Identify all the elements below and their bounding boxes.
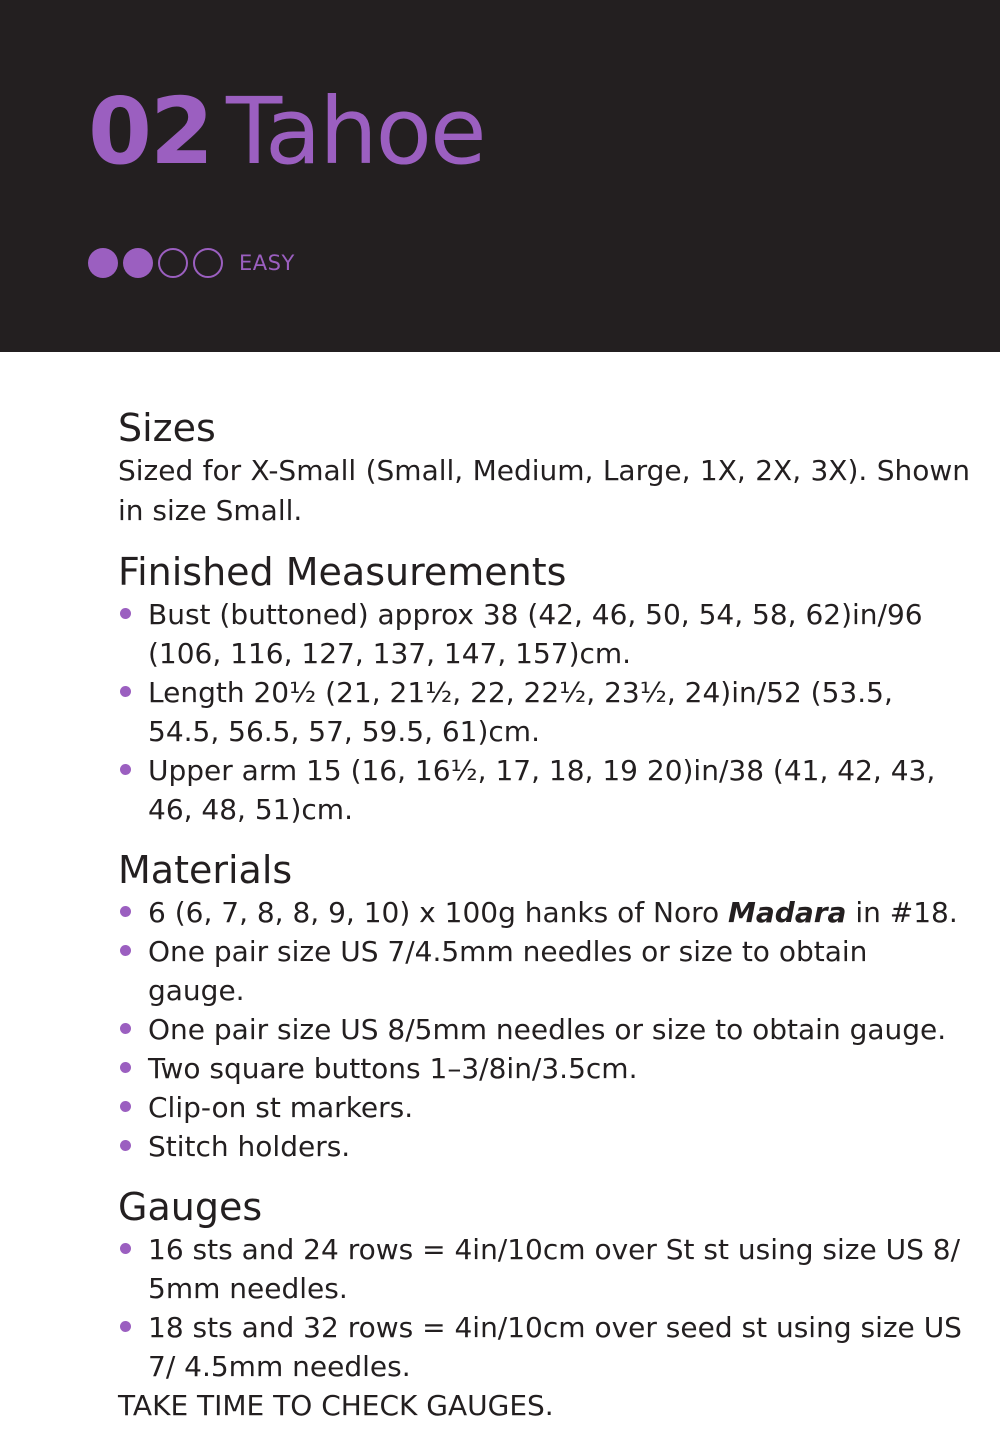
bullet-icon: [120, 686, 131, 697]
pattern-number: 02: [88, 78, 213, 185]
skill-dot-empty-icon: [158, 248, 188, 278]
list-item-text: Upper arm 15 (16, 16½, 17, 18, 19 20)in/38 (41, 42, 43, 46, 48, 51)cm.: [148, 754, 936, 826]
gauges-section: [118, 1184, 970, 1425]
list-item-text: Bust (buttoned) approx 38 (42, 46, 50, 54, 58, 62)in/96 (106, 116, 127, 137, 147, 157)cm.: [148, 598, 923, 670]
gauges-list: [118, 1230, 970, 1386]
list-item-text: 16 sts and 24 rows = 4in/10cm over St st using size US 8/ 5mm needles.: [148, 1233, 961, 1305]
measurements-heading: Finished Measurements: [118, 550, 567, 594]
bullet-icon: [120, 1140, 131, 1151]
bullet-icon: [120, 1023, 131, 1034]
materials-list: [118, 893, 970, 1166]
pattern-header: [0, 0, 1000, 352]
bullet-icon: [120, 608, 131, 619]
skill-level-label: EASY: [239, 251, 295, 275]
bullet-icon: [120, 1321, 131, 1332]
bullet-icon: [120, 1101, 131, 1112]
sizes-section: [118, 405, 970, 531]
measurements-list: [118, 595, 970, 829]
list-item: [118, 1049, 970, 1088]
list-item-text: Two square buttons 1–3/8in/3.5cm.: [148, 1052, 638, 1085]
materials-section: [118, 847, 970, 1166]
yarn-color: in #18.: [846, 896, 958, 929]
list-item-text: 18 sts and 32 rows = 4in/10cm over seed st using size US 7/ 4.5mm needles.: [148, 1311, 962, 1383]
list-item: [118, 1088, 970, 1127]
list-item: [118, 1010, 970, 1049]
yarn-amount: 6 (6, 7, 8, 8, 9, 10) x 100g hanks of Noro: [148, 896, 729, 929]
list-item: [118, 751, 970, 829]
list-item-text: One pair size US 8/5mm needles or size to obtain gauge.: [148, 1013, 947, 1046]
gauge-note: TAKE TIME TO CHECK GAUGES.: [118, 1389, 554, 1422]
skill-level: [88, 246, 295, 280]
list-item: [118, 932, 970, 1010]
bullet-icon: [120, 906, 131, 917]
list-item: [118, 1308, 970, 1386]
list-item-text: Clip-on st markers.: [148, 1091, 414, 1124]
measurements-section: [118, 549, 970, 829]
list-item: [118, 893, 970, 932]
yarn-name: Madara: [728, 896, 847, 929]
bullet-icon: [120, 945, 131, 956]
bullet-icon: [120, 764, 131, 775]
list-item-text: Length 20½ (21, 21½, 22, 22½, 23½, 24)in/52 (53.5, 54.5, 56.5, 57, 59.5, 61)cm.: [148, 676, 893, 748]
sizes-heading: Sizes: [118, 406, 216, 450]
materials-heading: Materials: [118, 848, 293, 892]
skill-dot-filled-icon: [88, 248, 118, 278]
skill-dot-filled-icon: [123, 248, 153, 278]
list-item: [118, 673, 970, 751]
bullet-icon: [120, 1243, 131, 1254]
list-item-text: [148, 896, 958, 929]
skill-dot-empty-icon: [193, 248, 223, 278]
list-item: [118, 1127, 970, 1166]
list-item-text: Stitch holders.: [148, 1130, 351, 1163]
pattern-title: [88, 78, 485, 188]
list-item-text: One pair size US 7/4.5mm needles or size to obtain gauge.: [148, 935, 868, 1007]
pattern-name: Tahoe: [226, 78, 485, 185]
pattern-details: [118, 405, 970, 1443]
sizes-text: Sized for X-Small (Small, Medium, Large, 1X, 2X, 3X). Shown in size Small.: [118, 454, 970, 527]
list-item: [118, 1230, 970, 1308]
gauges-heading: Gauges: [118, 1185, 263, 1229]
list-item: [118, 595, 970, 673]
bullet-icon: [120, 1062, 131, 1073]
